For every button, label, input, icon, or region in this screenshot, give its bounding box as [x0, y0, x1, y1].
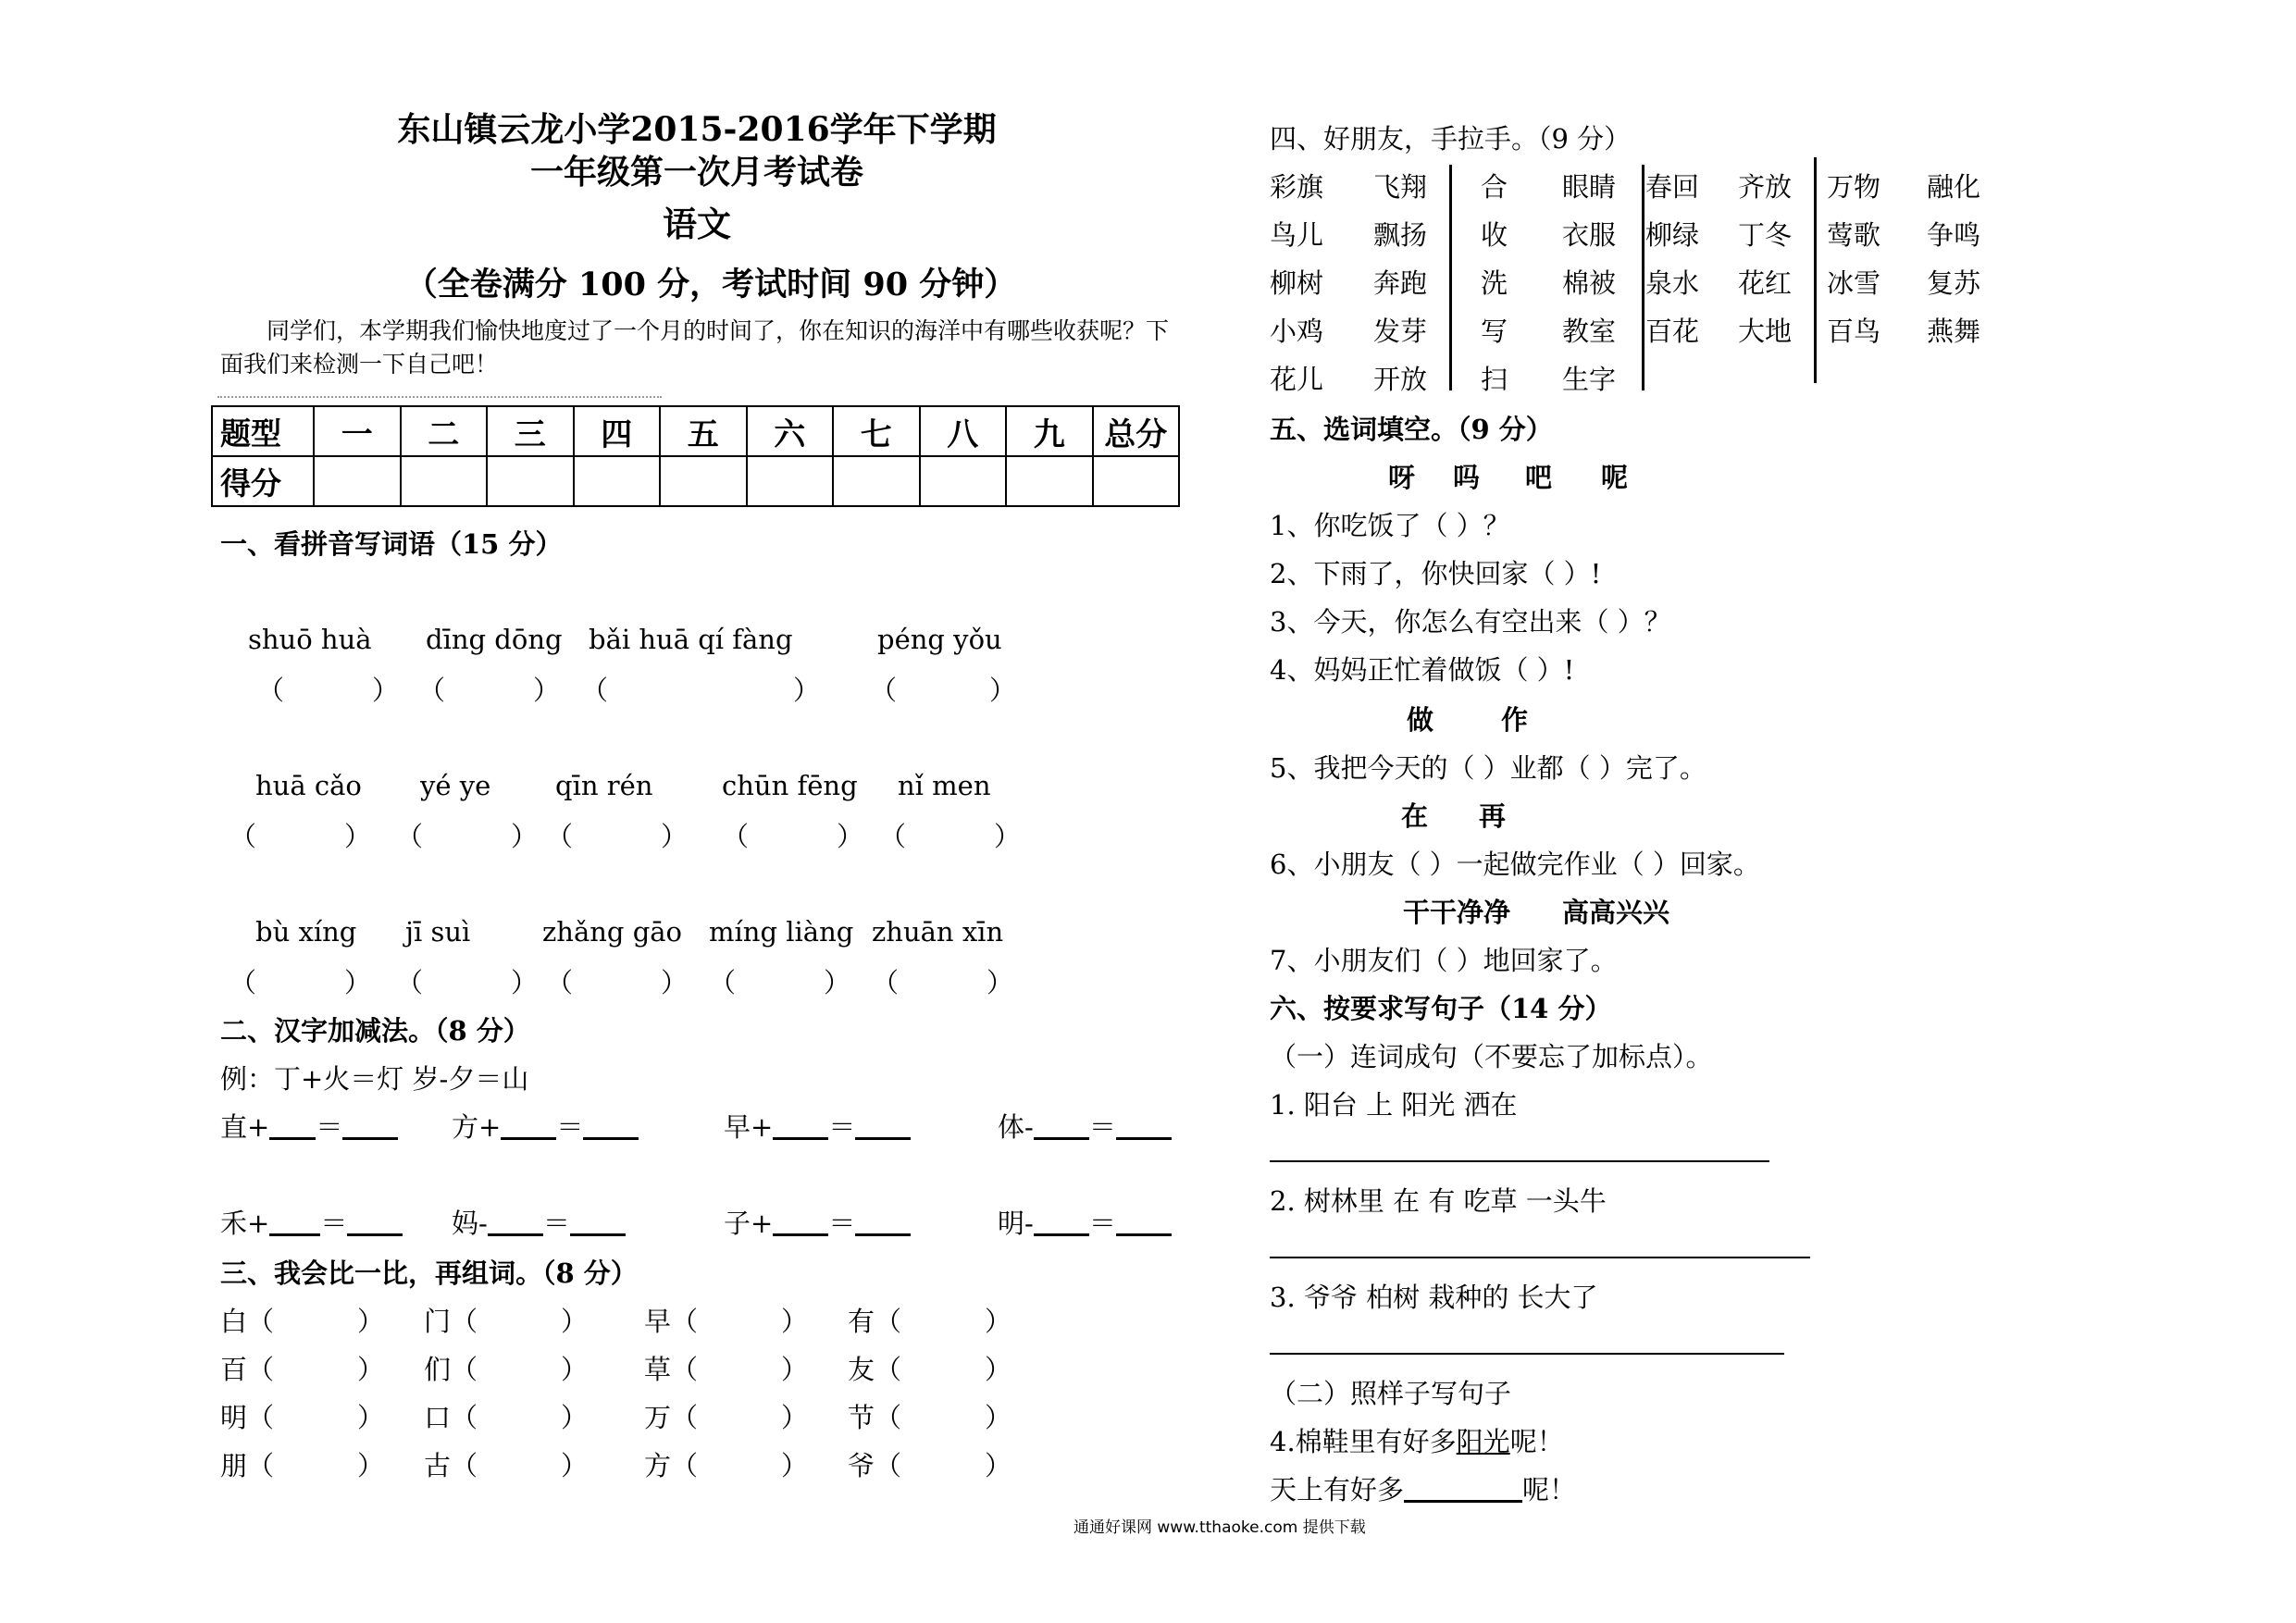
answer-blank[interactable]: [1116, 1206, 1172, 1236]
pinyin: jī suì: [405, 916, 471, 948]
score-cell: 五: [660, 406, 747, 456]
answer-paren[interactable]: （ ）: [709, 967, 851, 998]
pinyin: bǎi huā qí fàng: [589, 624, 793, 655]
word[interactable]: 扫: [1481, 364, 1508, 395]
word[interactable]: 鸟儿: [1270, 219, 1324, 251]
word[interactable]: 争鸣: [1927, 219, 1981, 251]
score-label: 得分: [212, 456, 314, 506]
score-table: [211, 405, 1180, 507]
answer-paren[interactable]: （ ）: [546, 967, 689, 998]
compare-item[interactable]: 友（ ）: [848, 1354, 1012, 1385]
answer-line[interactable]: [1270, 1257, 1810, 1258]
compare-item[interactable]: 明（ ）: [220, 1402, 385, 1433]
score-table-score-row: [212, 456, 1179, 506]
answer-blank[interactable]: [855, 1109, 911, 1140]
pinyin: zhuān xīn: [872, 916, 1004, 948]
answer-blank[interactable]: [773, 1109, 828, 1140]
answer-blank[interactable]: [1404, 1472, 1522, 1503]
dotted-divider: [217, 396, 662, 398]
compare-item[interactable]: 朋（ ）: [220, 1450, 385, 1481]
score-cell: 九: [1006, 406, 1093, 456]
word-choice: 高高兴兴: [1562, 897, 1670, 928]
exam-subtitle: 一年级第一次月考试卷: [529, 153, 863, 192]
compare-item[interactable]: 方（ ）: [644, 1450, 809, 1481]
word-choice: 干干净净: [1403, 897, 1511, 928]
pinyin: chūn fēng: [722, 770, 858, 801]
math-item: 禾+ ＝: [220, 1203, 403, 1241]
answer-line[interactable]: [1270, 1353, 1784, 1355]
pinyin: huā cǎo: [255, 770, 362, 801]
word[interactable]: 收: [1481, 219, 1508, 251]
word[interactable]: 花红: [1738, 267, 1793, 299]
compare-item[interactable]: 有（ ）: [848, 1306, 1012, 1337]
section-4-title: 四、好朋友，手拉手。（9 分）: [1270, 123, 1632, 155]
score-table-header-row: [212, 406, 1179, 456]
pinyin: nǐ men: [898, 770, 991, 801]
word-choice: 作: [1501, 704, 1529, 736]
math-item: 子+ ＝: [724, 1203, 911, 1241]
word[interactable]: 百花: [1645, 316, 1700, 347]
column-divider: [1814, 157, 1817, 383]
word[interactable]: 燕舞: [1927, 316, 1981, 347]
subsection-title: （二）照样子写句子: [1270, 1378, 1512, 1409]
question: 6、小朋友（ ）一起做完作业（ ）回家。: [1270, 849, 1760, 880]
answer-paren[interactable]: （ ）: [546, 821, 689, 852]
pinyin: qīn rén: [555, 770, 653, 801]
answer-paren[interactable]: （ ）: [257, 675, 400, 706]
word-choice: 在: [1401, 800, 1429, 832]
question: 5、我把今天的（ ）业都（ ）完了。: [1270, 752, 1706, 784]
math-item: 妈- ＝: [452, 1203, 626, 1241]
word[interactable]: 春回: [1645, 171, 1700, 203]
word[interactable]: 泉水: [1645, 267, 1700, 299]
word[interactable]: 柳绿: [1645, 219, 1700, 251]
word[interactable]: 发芽: [1373, 316, 1428, 347]
question: 1. 阳台 上 阳光 洒在: [1270, 1089, 1518, 1121]
word-choice: 吗: [1453, 462, 1481, 493]
compare-item[interactable]: 万（ ）: [644, 1402, 809, 1433]
answer-blank[interactable]: [269, 1206, 320, 1236]
question: 1、你吃饭了（ ）？: [1270, 510, 1510, 541]
compare-item[interactable]: 爷（ ）: [848, 1450, 1012, 1481]
score-input[interactable]: [1093, 456, 1180, 506]
answer-paren[interactable]: （ ）: [396, 967, 539, 998]
score-cell: 一: [314, 406, 401, 456]
answer-paren[interactable]: （ ）: [230, 821, 372, 852]
word[interactable]: 棉被: [1562, 267, 1617, 299]
score-input[interactable]: [833, 456, 920, 506]
answer-paren[interactable]: （ ）: [722, 821, 864, 852]
question: 2. 树林里 在 有 吃草 一头牛: [1270, 1185, 1607, 1217]
word[interactable]: 复苏: [1927, 267, 1981, 299]
compare-item[interactable]: 早（ ）: [644, 1306, 809, 1337]
question: 4.棉鞋里有好多阳光呢！: [1270, 1426, 1564, 1457]
subsection-title: （一）连词成句（不要忘了加标点）。: [1270, 1041, 1713, 1072]
score-cell: 总分: [1093, 406, 1180, 456]
compare-item[interactable]: 节（ ）: [848, 1402, 1012, 1433]
pinyin: bù xíng: [255, 916, 357, 948]
word[interactable]: 万物: [1827, 171, 1881, 203]
score-input[interactable]: [920, 456, 1007, 506]
compare-item[interactable]: 古（ ）: [424, 1450, 589, 1481]
footer-credit: 通通好课网 www.tthaoke.com 提供下载: [1074, 1518, 1366, 1537]
compare-item[interactable]: 们（ ）: [424, 1354, 589, 1385]
answer-blank[interactable]: [855, 1206, 911, 1236]
score-cell: 三: [487, 406, 574, 456]
answer-blank[interactable]: [342, 1109, 398, 1140]
score-cell: 四: [574, 406, 661, 456]
word[interactable]: 柳树: [1270, 267, 1324, 299]
score-cell: 七: [833, 406, 920, 456]
word[interactable]: 百鸟: [1827, 316, 1881, 347]
section-1-title: 一、看拼音写词语（15 分）: [220, 528, 563, 560]
question: 天上有好多 呢！: [1270, 1474, 1577, 1505]
math-item: 直+ ＝: [220, 1107, 398, 1145]
word[interactable]: 丁冬: [1738, 219, 1793, 251]
score-input[interactable]: [574, 456, 661, 506]
column-divider: [1642, 165, 1644, 390]
exam-note: （全卷满分 100 分，考试时间 90 分钟）: [404, 266, 1017, 304]
answer-blank[interactable]: [1116, 1109, 1172, 1140]
question: 4、妈妈正忙着做饭（ ）!: [1270, 654, 1575, 686]
score-cell: 二: [401, 406, 488, 456]
answer-paren[interactable]: （ ）: [870, 675, 1017, 706]
answer-paren[interactable]: （ ）: [396, 821, 539, 852]
word[interactable]: 写: [1481, 316, 1508, 347]
score-cell: 题型: [212, 406, 314, 456]
word[interactable]: 奔跑: [1373, 267, 1428, 299]
section-2-example: 例：丁+火＝灯 岁-夕＝山: [220, 1063, 529, 1095]
score-input[interactable]: [747, 456, 834, 506]
word[interactable]: 开放: [1373, 364, 1428, 395]
word-choice: 做: [1407, 704, 1434, 736]
answer-blank[interactable]: [583, 1109, 639, 1140]
word[interactable]: 冰雪: [1827, 267, 1881, 299]
pinyin: yé ye: [420, 770, 491, 801]
question: 2、下雨了，你快回家（ ）!: [1270, 558, 1602, 589]
score-input[interactable]: [1006, 456, 1093, 506]
answer-blank[interactable]: [501, 1109, 556, 1140]
section-6-title: 六、按要求写句子（14 分）: [1270, 993, 1612, 1024]
answer-blank[interactable]: [269, 1109, 316, 1140]
pinyin: shuō huà: [248, 624, 372, 655]
pinyin: péng yǒu: [877, 624, 1002, 655]
math-item: 早+ ＝: [724, 1107, 911, 1145]
compare-item[interactable]: 白（ ）: [220, 1306, 385, 1337]
answer-blank[interactable]: [773, 1206, 828, 1236]
compare-item[interactable]: 百（ ）: [220, 1354, 385, 1385]
exam-title: 东山镇云龙小学2015-2016学年下学期: [397, 110, 997, 149]
section-2-title: 二、汉字加减法。（8 分）: [220, 1015, 530, 1047]
word[interactable]: 生字: [1562, 364, 1617, 395]
column-divider: [1449, 165, 1452, 390]
compare-item[interactable]: 口（ ）: [424, 1402, 589, 1433]
score-input[interactable]: [660, 456, 747, 506]
word[interactable]: 衣服: [1562, 219, 1617, 251]
math-item: 体- ＝: [998, 1107, 1172, 1145]
word[interactable]: 教室: [1562, 316, 1617, 347]
compare-item[interactable]: 门（ ）: [424, 1306, 589, 1337]
answer-line[interactable]: [1270, 1160, 1769, 1162]
answer-paren[interactable]: （ ）: [418, 675, 561, 706]
math-item: 方+ ＝: [452, 1107, 639, 1145]
answer-paren[interactable]: （ ）: [879, 821, 1022, 852]
pinyin: míng liàng: [709, 916, 854, 948]
score-input[interactable]: [487, 456, 574, 506]
intro-line-1: 同学们，本学期我们愉快地度过了一个月的时间了，你在知识的海洋中有哪些收获呢？下: [267, 317, 1170, 344]
word-choice: 再: [1479, 800, 1507, 832]
answer-paren[interactable]: （ ）: [581, 675, 821, 706]
score-cell: 八: [920, 406, 1007, 456]
question: 3. 爷爷 柏树 栽种的 长大了: [1270, 1282, 1598, 1313]
word[interactable]: 合: [1481, 171, 1508, 203]
word[interactable]: 融化: [1927, 171, 1981, 203]
word[interactable]: 花儿: [1270, 364, 1324, 395]
word-choice: 呀: [1388, 462, 1416, 493]
subject-title: 语文: [663, 204, 731, 244]
answer-blank[interactable]: [1034, 1206, 1089, 1236]
word[interactable]: 齐放: [1738, 171, 1793, 203]
answer-blank[interactable]: [347, 1206, 403, 1236]
word[interactable]: 小鸡: [1270, 316, 1324, 347]
math-item: 明- ＝: [998, 1203, 1172, 1241]
answer-blank[interactable]: [1034, 1109, 1089, 1140]
word[interactable]: 眼睛: [1562, 171, 1617, 203]
word-choice: 呢: [1601, 462, 1629, 493]
answer-paren[interactable]: （ ）: [872, 967, 1014, 998]
answer-blank[interactable]: [570, 1206, 626, 1236]
word-choice: 吧: [1525, 462, 1553, 493]
pinyin: dīng dōng: [426, 624, 563, 655]
answer-paren[interactable]: （ ）: [230, 967, 372, 998]
word[interactable]: 飞翔: [1373, 171, 1428, 203]
score-input[interactable]: [314, 456, 401, 506]
section-5-title: 五、选词填空。（9 分）: [1270, 414, 1553, 445]
word[interactable]: 飘扬: [1373, 219, 1428, 251]
section-3-title: 三、我会比一比，再组词。（8 分）: [220, 1258, 638, 1289]
answer-blank[interactable]: [488, 1206, 543, 1236]
intro-line-2: 面我们来检测一下自己吧！: [220, 351, 499, 378]
word[interactable]: 洗: [1481, 267, 1508, 299]
score-cell: 六: [747, 406, 834, 456]
pinyin: zhǎng gāo: [542, 916, 683, 948]
question: 3、今天，你怎么有空出来（ ）？: [1270, 606, 1671, 638]
word[interactable]: 彩旗: [1270, 171, 1324, 203]
score-input[interactable]: [401, 456, 488, 506]
word[interactable]: 莺歌: [1827, 219, 1881, 251]
word[interactable]: 大地: [1738, 316, 1793, 347]
question: 7、小朋友们（ ）地回家了。: [1270, 945, 1618, 976]
compare-item[interactable]: 草（ ）: [644, 1354, 809, 1385]
